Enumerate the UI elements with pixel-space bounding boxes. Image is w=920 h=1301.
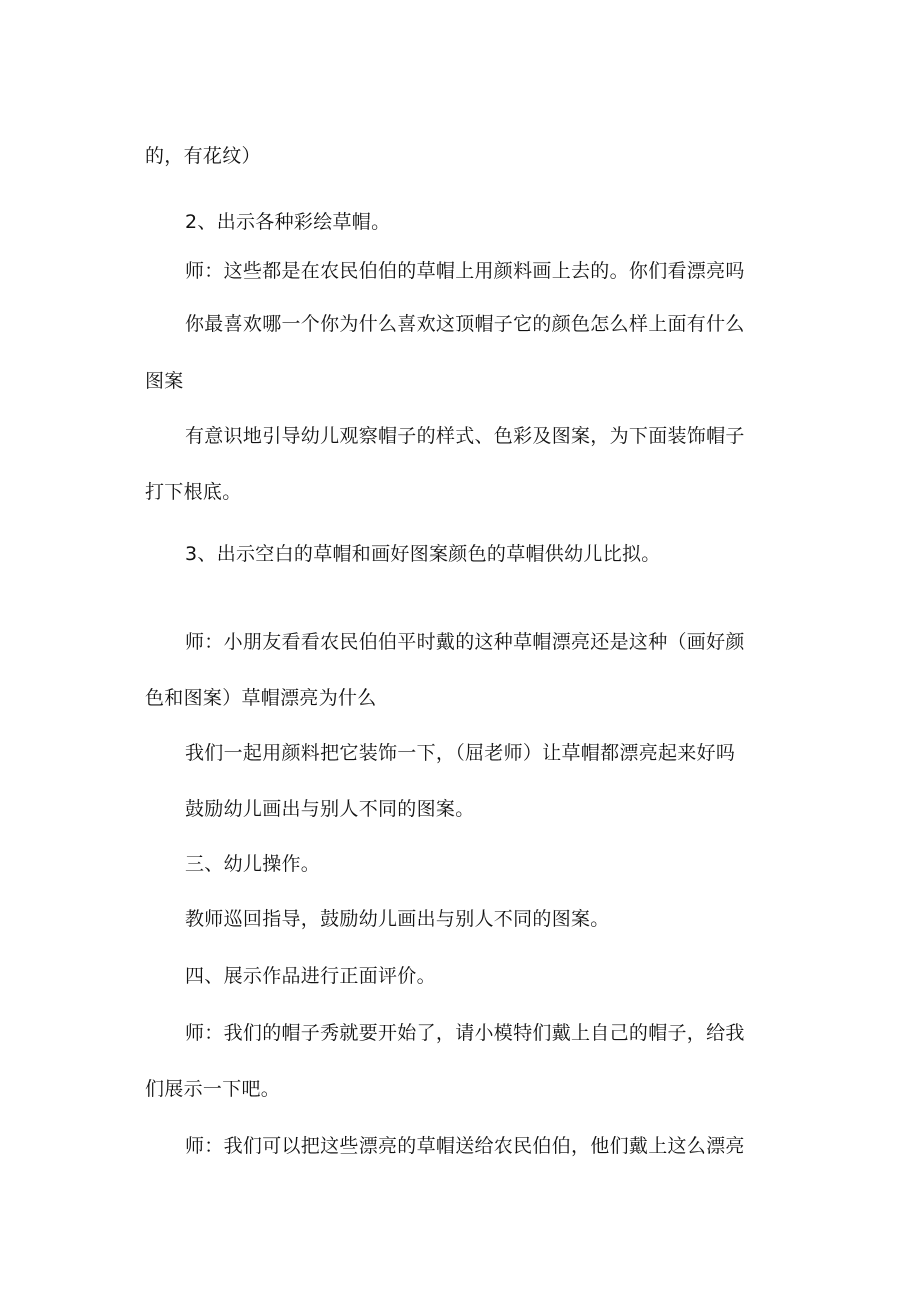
text-line: 师：我们可以把这些漂亮的草帽送给农民伯伯，他们戴上这么漂亮 bbox=[185, 1135, 745, 1157]
text-line: 图案 bbox=[145, 370, 184, 392]
section-heading: 三、幼儿操作。 bbox=[185, 853, 321, 875]
text-line: 师：我们的帽子秀就要开始了，请小模特们戴上自己的帽子，给我 bbox=[185, 1022, 745, 1044]
text-line: 的，有花纹） bbox=[145, 145, 261, 167]
text-line: 你最喜欢哪一个你为什么喜欢这顶帽子它的颜色怎么样上面有什么 bbox=[185, 313, 745, 335]
text-line: 们展示一下吧。 bbox=[145, 1078, 281, 1100]
text-line: 教师巡回指导，鼓励幼儿画出与别人不同的图案。 bbox=[185, 908, 610, 930]
section-heading: 四、展示作品进行正面评价。 bbox=[185, 965, 436, 987]
text-line: 色和图案）草帽漂亮为什么 bbox=[145, 687, 377, 709]
section-heading: 2、出示各种彩绘草帽。 bbox=[185, 211, 391, 233]
section-heading: 3、出示空白的草帽和画好图案颜色的草帽供幼儿比拟。 bbox=[185, 543, 661, 565]
text-line: 打下根底。 bbox=[145, 481, 242, 503]
text-line: 有意识地引导幼儿观察帽子的样式、色彩及图案，为下面装饰帽子 bbox=[185, 425, 745, 447]
text-line: 师：小朋友看看农民伯伯平时戴的这种草帽漂亮还是这种（画好颜 bbox=[185, 631, 745, 653]
text-line: 鼓励幼儿画出与别人不同的图案。 bbox=[185, 798, 475, 820]
text-line: 师：这些都是在农民伯伯的草帽上用颜料画上去的。你们看漂亮吗 bbox=[185, 260, 745, 282]
text-line: 我们一起用颜料把它装饰一下，（屈老师）让草帽都漂亮起来好吗 bbox=[185, 742, 736, 764]
